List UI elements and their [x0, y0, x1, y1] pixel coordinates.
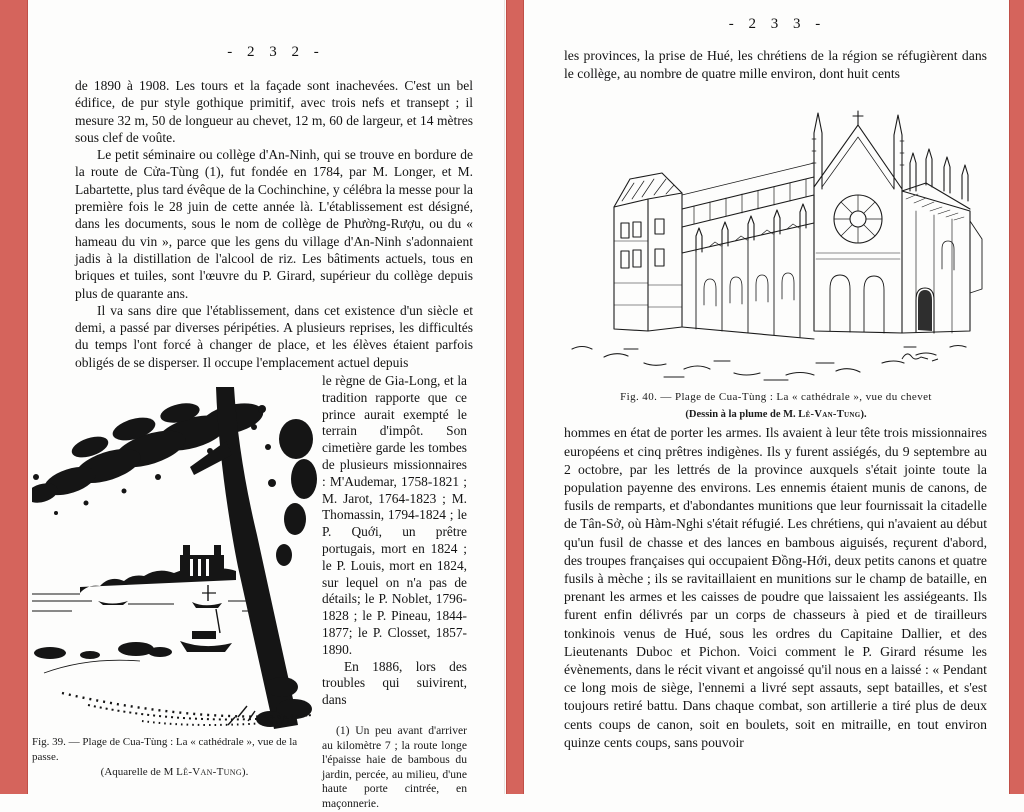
- figure-text-columns: [32, 373, 473, 812]
- paragraph: les provinces, la prise de Hué, les chrétiens de la région se réfugièrent dans le collège, au nombre de quatre mille environ, dont huit cents: [564, 48, 987, 82]
- page-number-233: - 2 3 3 -: [728, 16, 823, 32]
- paragraph: Il va sans dire que l'établissement, dans cet existence d'un siècle et demi, a passé par diverses péripéties. A plusieurs reprises, les difficultés du temps l'ont forcé à changer de place, et les élèves étaient parfois obligés de se disperser. Il occupe l'emplacement actuel depuis: [75, 302, 473, 370]
- left-page: [28, 0, 506, 810]
- figure-39-credit: (Aquarelle de M Lê-Van-Tung).: [100, 766, 249, 779]
- figure-40-credit: (Dessin à la plume de M. Lê-Van-Tung).: [685, 409, 867, 421]
- artist-name: Lê-Van-Tung: [176, 766, 242, 779]
- right-page: [523, 0, 1009, 794]
- figure-40-area: [564, 93, 988, 422]
- paragraph: Le petit séminaire ou collège d'An-Ninh, qui se trouve en bordure de la route de Cửa-Tùng (1), fut fondée en 1784, par M. Longer, et M. Labartette, plus tard évêque de la Cochinchine, y célébra la messe pour la première fois le 28 juin de cette année là. L'établissement est désigné, dans les documents, sous le nom de collège de Phường-Rượu, ou du « hameau du vin », parce que les gens du village d'An-Ninh s'adonnaient jadis à la distillation de l'alcool de riz. Les bâtiments actuels, tous en briques et tuiles, sont l'œuvre du P. Girard, supérieur du collège depuis plus de quarante ans.: [75, 147, 473, 301]
- page-number-232: - 2 3 2 -: [227, 44, 321, 60]
- right-margin-bar: [1009, 0, 1024, 794]
- footnote-1: (1) Un peu avant d'arriver au kilomètre 7 ; la route longe l'épaisse haie de bambous du jardin, percée, au milieu, d'une haute porte cintrée, en maçonnerie.: [322, 723, 467, 810]
- figure-40-caption: [564, 390, 988, 405]
- artist-name: Lê-Van-Tung: [798, 409, 861, 421]
- paragraph: le règne de Gia-Long, et la tradition rapporte que ce prince aurait exempté le terrain d'impôt. Son cimetière garde les tombes de plusieurs missionnaires : M'Audemar, 1758-1821 ; M. Jarot, 1764-1823 ; M. Thomassin, 1794-1824 ; le P. Quới, un prêtre portugais, mort en 1824 ; le P. Louis, mort en 1824, sur lequel on n'a pas de détails; le P. Noblet, 1796-1828 ; le P. Pineau, 1844-1877; le P. Closset, 1857-1890.: [322, 373, 467, 657]
- figure-39-caption: [32, 735, 317, 765]
- figure-39-watercolor-illustration: [32, 387, 317, 731]
- figure-40-pen-drawing-illustration: [564, 93, 988, 381]
- left-margin-bar: [0, 0, 28, 794]
- wrapped-text-column: [322, 373, 467, 812]
- figure-39-caption-text: Fig. 39. — Plage de Cua-Tùng : La « cathédrale », vue de la passe.: [32, 736, 298, 764]
- paragraph: hommes en état de porter les armes. Ils avaient à leur tête trois missionnaires européens et cinq prêtres indigènes. Ils y furent assiégés, du 9 septembre au 2 octobre, par les lettrés de la province auxquels s'était jointe toute la population payenne des environs. Les ennemis étaient munis de canons, de fusils de remparts, et d'abondantes munitions que leur fournissait la citadelle de Tân-Sở, où Hàm-Nghi s'était réfugié. Les chrétiens, qui n'avaient au début qu'un fusil de chasse et des lances en bambous aiguisés, reçurent d'abord, des troupes françaises qui occupaient Đồng-Hới, deux petits canons et quatre fusils à mèche ; ils se ravitaillaient en munitions sur le champ de bataille, en prenant les armes et les caisses de poudre que laissaient les assiégeants. Ils furent enfin délivrés par un corps de chasseurs à pied et de tirailleurs tonkinois venus de Hué, sous les ordres du Capitaine Dallier, et des Lieutenants Duboc et Pichon. Voici comment le P. Girard résume les évènements, dans le récit vivant et angoissé qu'il nous en a laissé : « Pendant ce long mois de siège, l'ennemi a livré sept assauts, sept batailles, et s'est toujours retiré battu. Dans chaque combat, son artillerie a tiré plus de deux cents coups de canon, soit en boulets, soit en mitraille, en tout environ quinze cents coups, sans pouvoir: [564, 425, 987, 750]
- center-gutter-bar: [506, 0, 524, 794]
- paragraph: En 1886, lors des troubles qui suivirent, dans: [322, 658, 467, 708]
- figure-40-caption-text: Fig. 40. — Plage de Cua-Tùng : La « cathédrale », vue du chevet: [620, 391, 932, 404]
- figure-39-area: [32, 373, 317, 812]
- paragraph: de 1890 à 1908. Les tours et la façade sont inachevées. C'est un bel édifice, de pur style gothique primitif, avec trois nefs et transept ; il mesure 32 m, 50 de longueur au chevet, 12 m, 60 de largeur, et 14 mètres sous clef de voûte.: [75, 78, 473, 145]
